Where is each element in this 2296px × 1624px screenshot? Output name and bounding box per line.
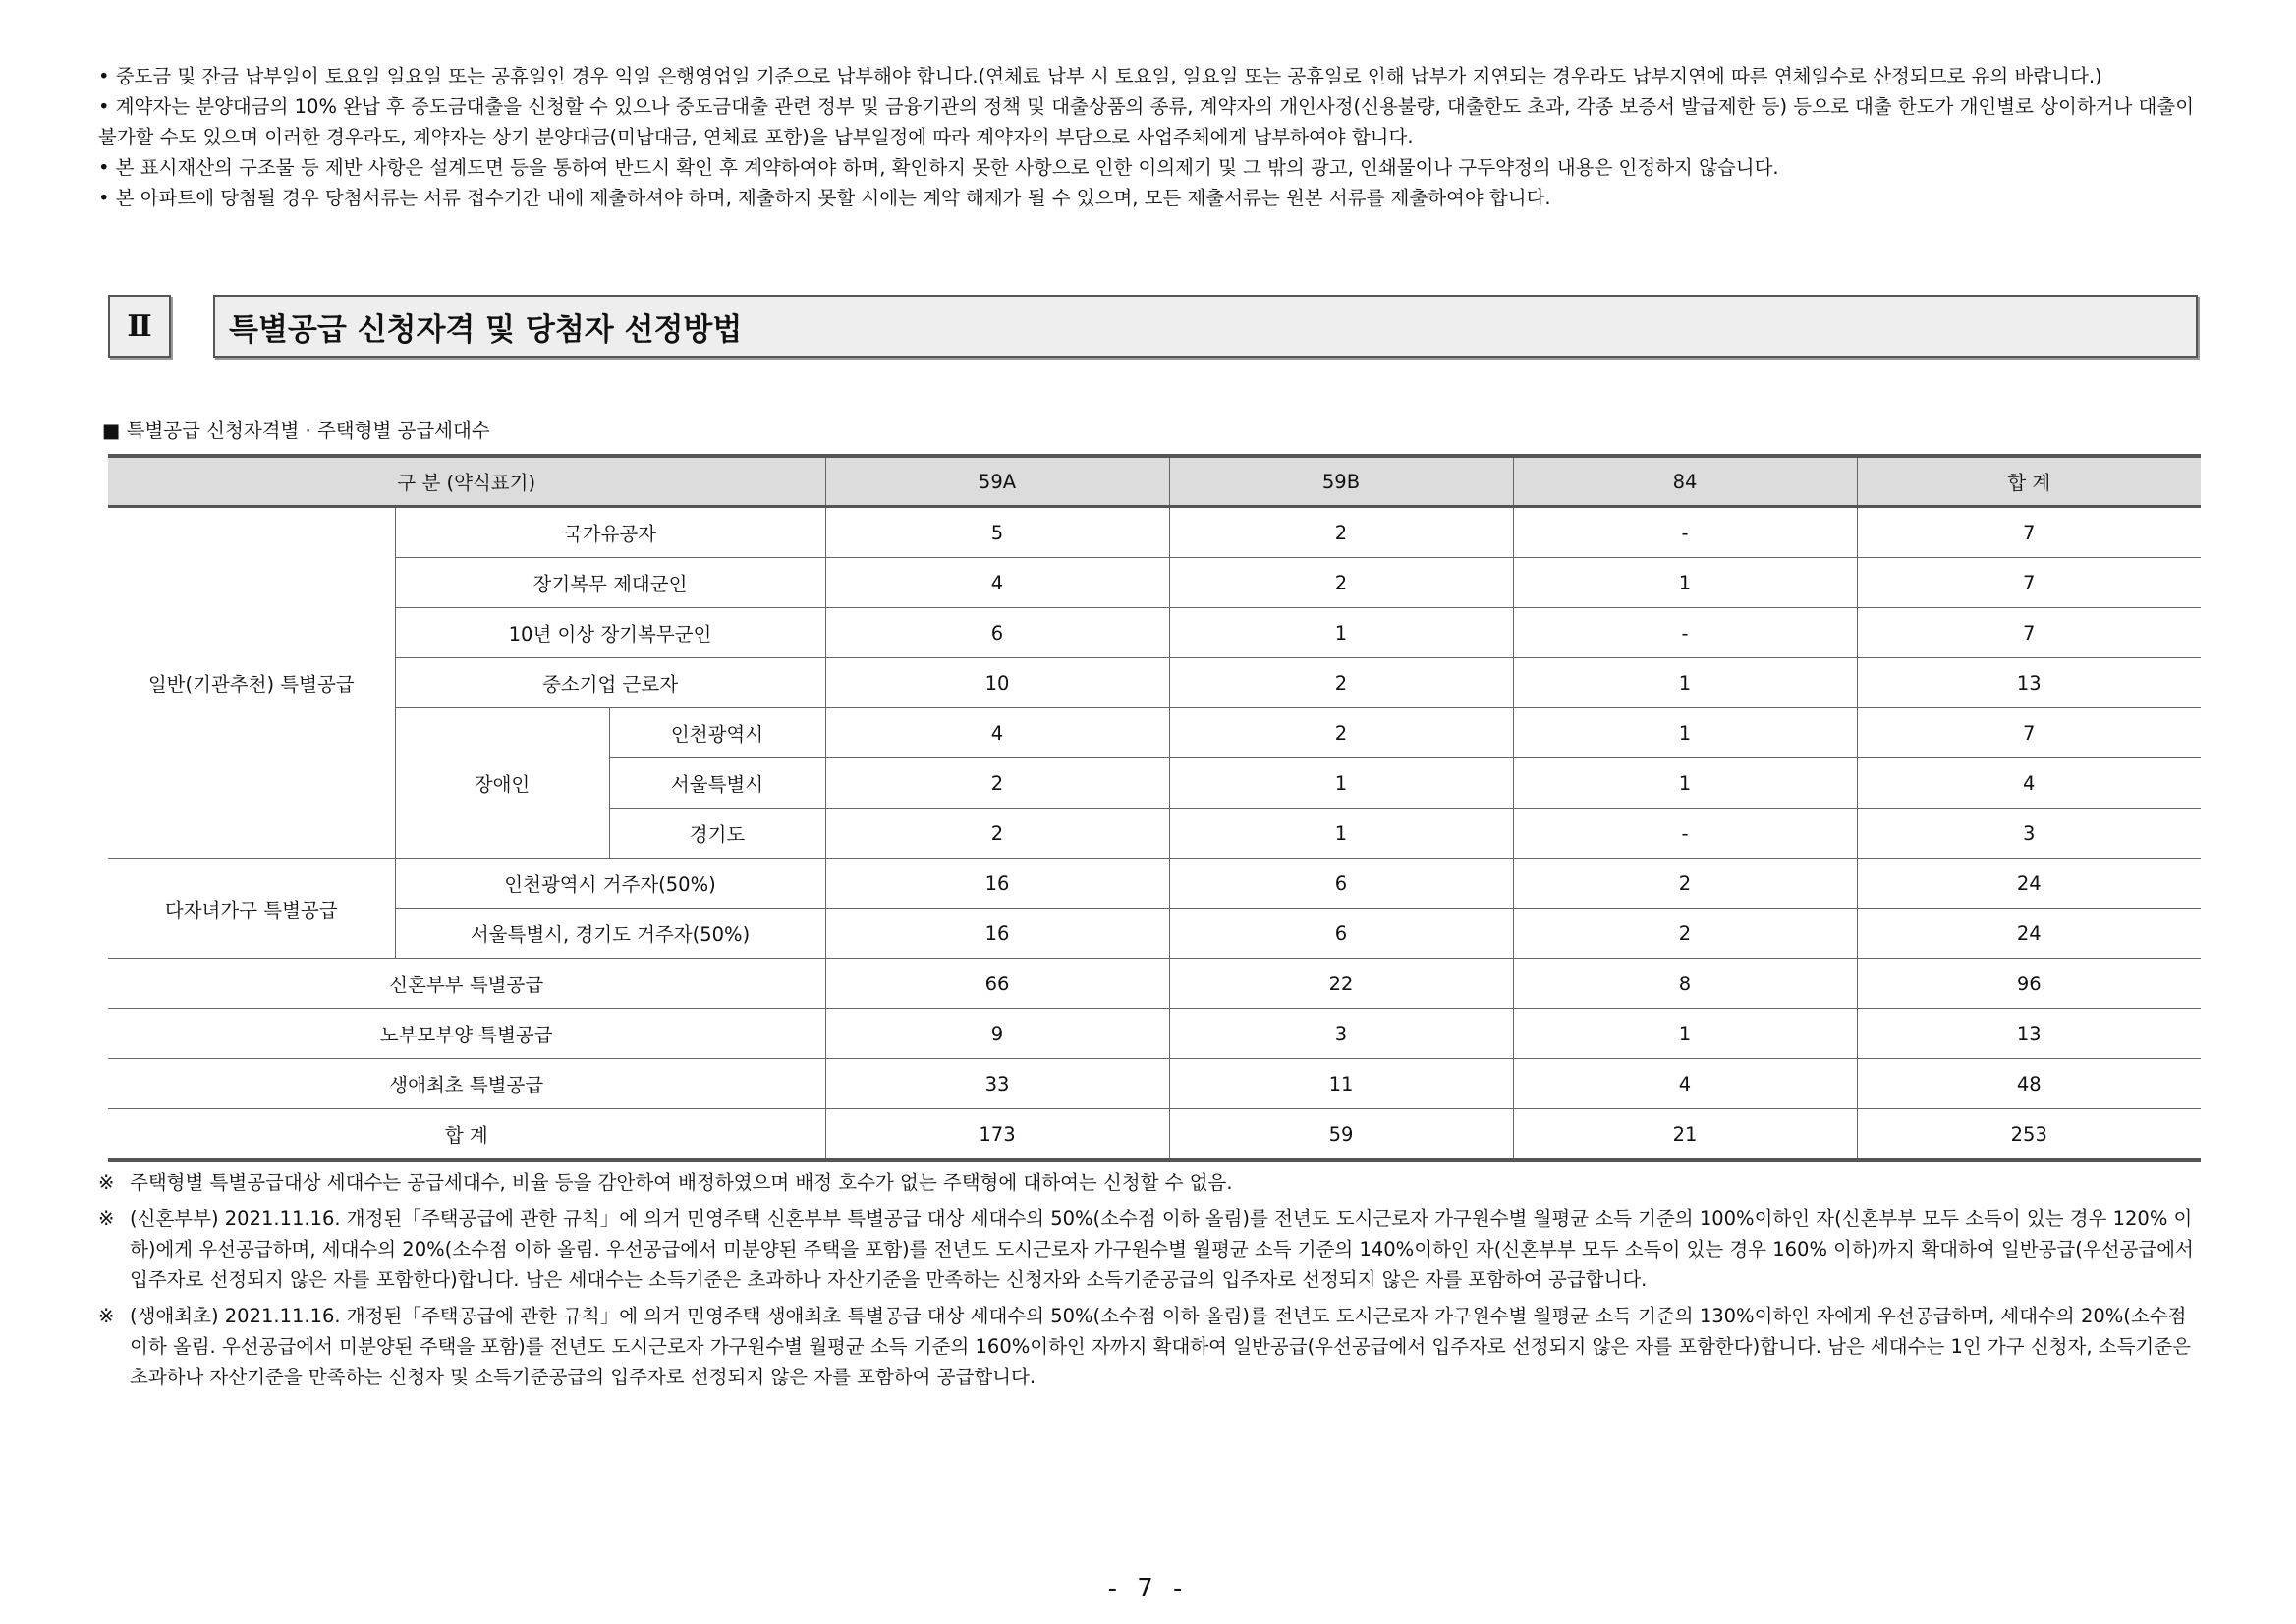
cell: 2 xyxy=(1169,507,1513,558)
row-label: 노부모부양 특별공급 xyxy=(108,1009,825,1059)
cell: 22 xyxy=(1169,959,1513,1009)
cell: 7 xyxy=(1857,608,2201,658)
table-row xyxy=(108,608,2201,658)
cell: 4 xyxy=(1857,758,2201,809)
cell: 6 xyxy=(1169,909,1513,959)
footnote-text: (생애최초) 2021.11.16. 개정된「주택공급에 관한 규칙」에 의거 민영주택 생애최초 특별공급 대상 세대수의 50%(소수점 이하 올림)를 전년도 도시근로자 가구원수별 월평균 소득 기준의 130%이하인 자에게 우선공급하며, 세대수의 20%(소수점 이하 올림. 우선공급에서 미분양된 주택을 포함)를 전년도 도시근로자 가구원수별 월평균 소득 기준의 160%이하인 자까지 확대하여 일반공급(우선공급에서 입주자로 선정되지 않은 자를 포함한다)합니다. 남은 세대수는 1인 가구 신청자, 소득기준은 초과하나 자산기준을 만족하는 신청자 및 소득기준공급의 입주자로 선정되지 않은 자를 포함하여 공급합니다. xyxy=(130,1305,2191,1388)
bullet-item: • 본 표시재산의 구조물 등 제반 사항은 설계도면 등을 통하여 반드시 확인 후 계약하여야 하며, 확인하지 못한 사항으로 인한 이의제기 및 그 밖의 광고, 인쇄물이나 구두약정의 내용은 인정하지 않습니다. xyxy=(98,156,1779,179)
cell: 5 xyxy=(825,507,1169,558)
cell: 2 xyxy=(1169,558,1513,608)
section-title: 특별공급 신청자격 및 당첨자 선정방법 xyxy=(213,295,2198,358)
header-category: 구 분 (약식표기) xyxy=(108,456,825,507)
bullet-item: • 중도금 및 잔금 납부일이 토요일 일요일 또는 공휴일인 경우 익일 은행영업일 기준으로 납부해야 합니다.(연체료 납부 시 토요일, 일요일 또는 공휴일로 인해 납부가 지연되는 경우라도 납부지연에 따른 연체일수로 산정되므로 유의 바랍니다.) xyxy=(98,65,2102,87)
reference-mark: ※ xyxy=(98,1305,115,1327)
cell: 2 xyxy=(1169,708,1513,758)
cell: 3 xyxy=(1169,1009,1513,1059)
cell: - xyxy=(1513,608,1857,658)
row-label: 인천광역시 거주자(50%) xyxy=(395,859,825,909)
table-total-row xyxy=(108,1109,2201,1161)
cell: 6 xyxy=(825,608,1169,658)
header-59b: 59B xyxy=(1169,456,1513,507)
cell: 48 xyxy=(1857,1059,2201,1109)
cell: 1 xyxy=(1169,608,1513,658)
cell: 24 xyxy=(1857,909,2201,959)
cell: 10 xyxy=(825,658,1169,708)
table-row xyxy=(108,658,2201,708)
table-row xyxy=(108,959,2201,1009)
cell: 2 xyxy=(825,809,1169,859)
cell: 4 xyxy=(825,558,1169,608)
table-caption: ■ 특별공급 신청자격별 · 주택형별 공급세대수 xyxy=(102,420,490,442)
cell: 1 xyxy=(1513,708,1857,758)
page-number: - 7 - xyxy=(1107,1574,1189,1603)
bullet-item: • 계약자는 분양대금의 10% 완납 후 중도금대출을 신청할 수 있으나 중도금대출 관련 정부 및 금융기관의 정책 및 대출상품의 종류, 계약자의 개인사정(신용불량, 대출한도 초과, 각종 보증서 발급제한 등) 등으로 대출 한도가 개인별로 상이하거나 대출이 불가할 수도 있으며 이러한 경우라도, 계약자는 상기 분양대금(미납대금, 연체료 포함)을 납부일정에 따라 계약자의 부담으로 사업주체에게 납부하여야 합니다. xyxy=(98,95,2195,148)
row-label: 신혼부부 특별공급 xyxy=(108,959,825,1009)
table-row xyxy=(108,708,2201,758)
cell: 24 xyxy=(1857,859,2201,909)
table-row xyxy=(108,507,2201,558)
footnotes xyxy=(98,1167,2211,1398)
row-label: 경기도 xyxy=(609,809,825,859)
cell: 2 xyxy=(1513,909,1857,959)
footnote xyxy=(98,1301,2211,1392)
cell: 66 xyxy=(825,959,1169,1009)
table-row xyxy=(108,859,2201,909)
row-label: 장기복무 제대군인 xyxy=(395,558,825,608)
section-number: Ⅱ xyxy=(108,295,171,358)
cell: 7 xyxy=(1857,558,2201,608)
cell: 173 xyxy=(825,1109,1169,1161)
cell: 1 xyxy=(1513,558,1857,608)
cell: 2 xyxy=(825,758,1169,809)
cell: 13 xyxy=(1857,658,2201,708)
row-label: 합 계 xyxy=(108,1109,825,1161)
table-row xyxy=(108,1009,2201,1059)
cell: 7 xyxy=(1857,507,2201,558)
cell: 16 xyxy=(825,909,1169,959)
cell: 1 xyxy=(1513,658,1857,708)
table-row xyxy=(108,909,2201,959)
reference-mark: ※ xyxy=(98,1207,115,1230)
cell: 1 xyxy=(1169,758,1513,809)
row-label: 생애최초 특별공급 xyxy=(108,1059,825,1109)
cell: 21 xyxy=(1513,1109,1857,1161)
table-row xyxy=(108,558,2201,608)
group-disabled: 장애인 xyxy=(395,708,609,859)
cell: 16 xyxy=(825,859,1169,909)
table-row xyxy=(108,1059,2201,1109)
group-multichild: 다자녀가구 특별공급 xyxy=(108,859,395,959)
cell: 1 xyxy=(1513,758,1857,809)
header-total: 합 계 xyxy=(1857,456,2201,507)
header-59a: 59A xyxy=(825,456,1169,507)
cell: - xyxy=(1513,809,1857,859)
bullet-item: • 본 아파트에 당첨될 경우 당첨서류는 서류 접수기간 내에 제출하셔야 하며, 제출하지 못할 시에는 계약 해제가 될 수 있으며, 모든 제출서류는 원본 서류를 제출하여야 합니다. xyxy=(98,187,1551,209)
footnote-text: 주택형별 특별공급대상 세대수는 공급세대수, 비율 등을 감안하여 배정하였으며 배정 호수가 없는 주택형에 대하여는 신청할 수 없음. xyxy=(130,1171,1233,1194)
row-label: 서울특별시 xyxy=(609,758,825,809)
cell: 4 xyxy=(1513,1059,1857,1109)
cell: 96 xyxy=(1857,959,2201,1009)
cell: 6 xyxy=(1169,859,1513,909)
reference-mark: ※ xyxy=(98,1171,115,1194)
cell: 13 xyxy=(1857,1009,2201,1059)
row-label: 인천광역시 xyxy=(609,708,825,758)
cell: 9 xyxy=(825,1009,1169,1059)
row-label: 국가유공자 xyxy=(395,507,825,558)
cell: 7 xyxy=(1857,708,2201,758)
supply-allocation-table xyxy=(108,454,2201,1162)
header-84: 84 xyxy=(1513,456,1857,507)
footnote xyxy=(98,1167,2211,1198)
cell: 11 xyxy=(1169,1059,1513,1109)
cell: 2 xyxy=(1513,859,1857,909)
cell: 1 xyxy=(1513,1009,1857,1059)
cell: 3 xyxy=(1857,809,2201,859)
cell: 2 xyxy=(1169,658,1513,708)
cell: 1 xyxy=(1169,809,1513,859)
cell: 59 xyxy=(1169,1109,1513,1161)
cell: 8 xyxy=(1513,959,1857,1009)
group-general: 일반(기관추천) 특별공급 xyxy=(108,507,395,859)
cell: - xyxy=(1513,507,1857,558)
footnote xyxy=(98,1204,2211,1295)
notice-bullets xyxy=(98,61,2211,213)
cell: 253 xyxy=(1857,1109,2201,1161)
row-label: 중소기업 근로자 xyxy=(395,658,825,708)
row-label: 10년 이상 장기복무군인 xyxy=(395,608,825,658)
cell: 4 xyxy=(825,708,1169,758)
cell: 33 xyxy=(825,1059,1169,1109)
row-label: 서울특별시, 경기도 거주자(50%) xyxy=(395,909,825,959)
table-header-row xyxy=(108,456,2201,507)
footnote-text: (신혼부부) 2021.11.16. 개정된「주택공급에 관한 규칙」에 의거 민영주택 신혼부부 특별공급 대상 세대수의 50%(소수점 이하 올림)를 전년도 도시근로자 가구원수별 월평균 소득 기준의 100%이하인 자(신혼부부 모두 소득이 있는 경우 120% 이하)에게 우선공급하며, 세대수의 20%(소수점 이하 올림. 우선공급에서 미분양된 주택을 포함)를 전년도 도시근로자 가구원수별 월평균 소득 기준의 140%이하인 자(신혼부부 모두 소득이 있는 경우 160% 이하)까지 확대하여 일반공급(우선공급에서 입주자로 선정되지 않은 자를 포함한다)합니다. 남은 세대수는 소득기준은 초과하나 자산기준을 만족하는 신청자와 소득기준공급의 입주자로 선정되지 않은 자를 포함하여 공급합니다. xyxy=(130,1207,2194,1291)
